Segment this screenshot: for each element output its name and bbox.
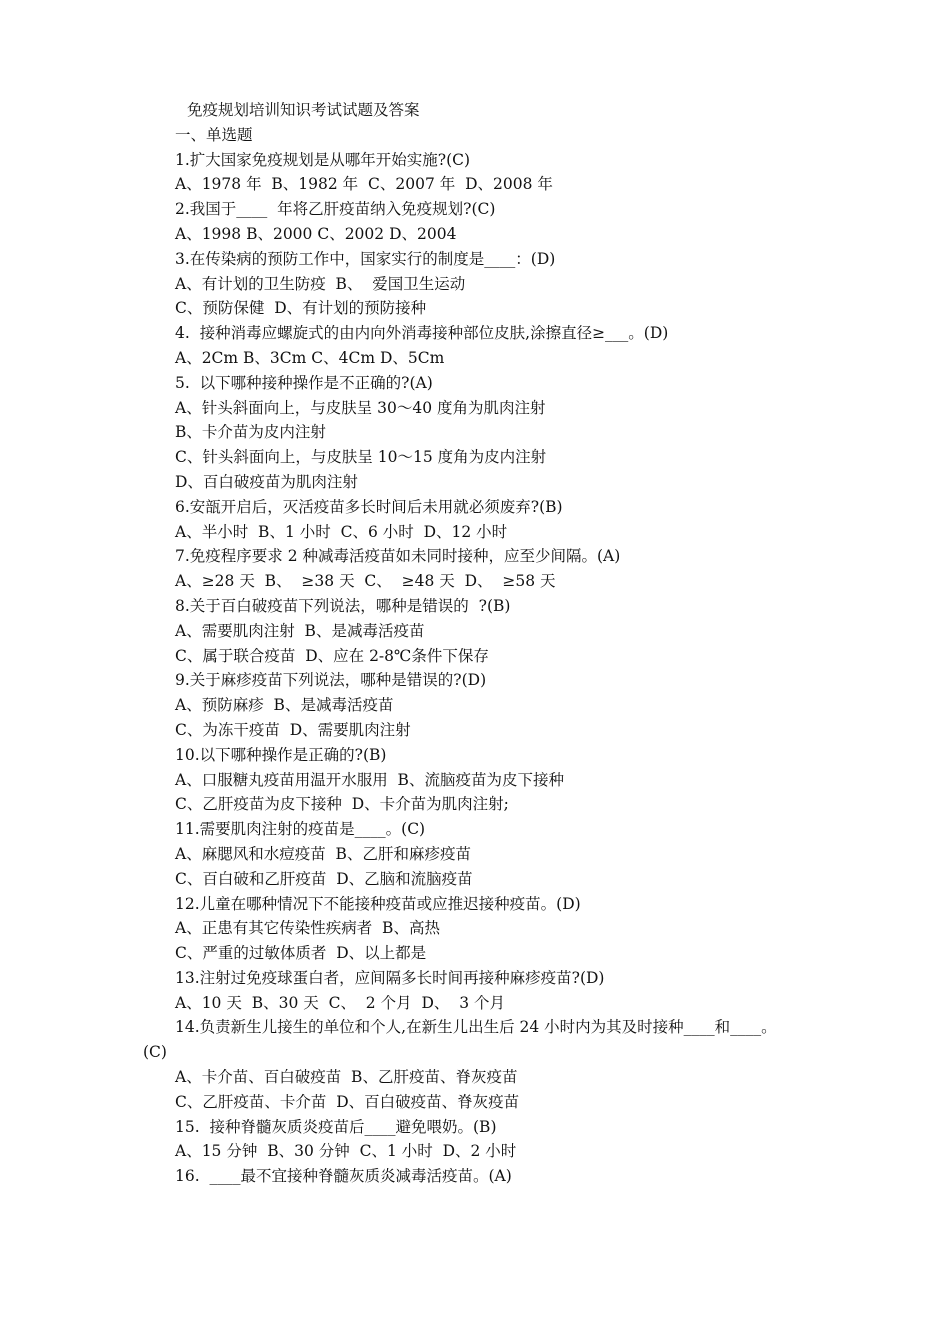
options-13: A、10 天 B、30 天 C、 2 个月 D、 3 个月 — [175, 993, 506, 1012]
options-3-ab: A、有计划的卫生防疫 B、 爱国卫生运动 — [175, 274, 466, 293]
options-9-cd: C、为冻干疫苗 D、需要肌肉注射 — [175, 720, 411, 739]
question-5: 5. 以下哪种接种操作是不正确的?(A) — [175, 373, 433, 392]
options-10-cd: C、乙肝疫苗为皮下接种 D、卡介苗为肌肉注射; — [175, 795, 509, 814]
options-8-cd: C、属于联合疫苗 D、应在 2-8℃条件下保存 — [175, 646, 489, 665]
question-12: 12.儿童在哪种情况下不能接种疫苗或应推迟接种疫苗。(D) — [175, 894, 581, 913]
options-7: A、≥28 天 B、 ≥38 天 C、 ≥48 天 D、 ≥58 天 — [175, 572, 556, 591]
options-14-cd: C、乙肝疫苗、卡介苗 D、百白破疫苗、脊灰疫苗 — [175, 1092, 520, 1111]
options-11-cd: C、百白破和乙肝疫苗 D、乙脑和流脑疫苗 — [175, 869, 473, 888]
option-5-c: C、针头斜面向上，与皮肤呈 10～15 度角为皮内注射 — [175, 448, 547, 467]
options-12-cd: C、严重的过敏体质者 D、以上都是 — [175, 944, 427, 963]
document-body — [143, 98, 825, 1189]
document-title: 免疫规划培训知识考试试题及答案 — [187, 101, 420, 119]
question-6: 6.安瓿开启后，灭活疫苗多长时间后未用就必须废弃?(B) — [175, 497, 563, 516]
question-3: 3.在传染病的预防工作中，国家实行的制度是____：(D) — [175, 249, 556, 268]
question-8: 8.关于百白破疫苗下列说法，哪种是错误的 ?(B) — [175, 596, 511, 615]
question-16: 16. ____最不宜接种脊髓灰质炎减毒活疫苗。(A) — [175, 1167, 512, 1186]
question-2: 2.我国于____ 年将乙肝疫苗纳入免疫规划?(C) — [175, 200, 496, 219]
question-15: 15. 接种脊髓灰质炎疫苗后____避免喂奶。(B) — [175, 1117, 497, 1136]
option-5-b: B、卡介苗为皮内注射 — [175, 423, 326, 442]
options-8-ab: A、需要肌肉注射 B、是减毒活疫苗 — [175, 621, 425, 640]
options-12-ab: A、正患有其它传染性疾病者 B、高热 — [175, 919, 440, 938]
question-9: 9.关于麻疹疫苗下列说法，哪种是错误的?(D) — [175, 671, 487, 690]
options-9-ab: A、预防麻疹 B、是减毒活疫苗 — [175, 696, 394, 715]
options-15: A、15 分钟 B、30 分钟 C、1 小时 D、2 小时 — [175, 1142, 517, 1161]
question-10: 10.以下哪种操作是正确的?(B) — [175, 745, 387, 764]
option-5-d: D、百白破疫苗为肌肉注射 — [175, 472, 358, 491]
question-11: 11.需要肌肉注射的疫苗是____。(C) — [175, 820, 426, 839]
options-10-ab: A、口服糖丸疫苗用温开水服用 B、流脑疫苗为皮下接种 — [175, 770, 564, 789]
options-14-ab: A、卡介苗、百白破疫苗 B、乙肝疫苗、脊灰疫苗 — [175, 1068, 518, 1087]
options-2: A、1998 B、2000 C、2002 D、2004 — [175, 224, 457, 243]
options-6: A、半小时 B、1 小时 C、6 小时 D、12 小时 — [175, 522, 508, 541]
question-4: 4. 接种消毒应螺旋式的由内向外消毒接种部位皮肤,涂擦直径≥___。(D) — [175, 324, 669, 343]
options-3-cd: C、预防保健 D、有计划的预防接种 — [175, 299, 427, 318]
section-heading: 一、单选题 — [175, 125, 253, 144]
question-14: 14.负责新生儿接生的单位和个人,在新生儿出生后 24 小时内为其及时接种____和____。 — [175, 1018, 777, 1037]
question-1: 1.扩大国家免疫规划是从哪年开始实施?(C) — [175, 150, 471, 169]
question-7: 7.免疫程序要求 2 种减毒活疫苗如未同时接种，应至少间隔。(A) — [175, 547, 621, 566]
option-5-a: A、针头斜面向上，与皮肤呈 30～40 度角为肌肉注射 — [175, 398, 546, 417]
options-11-ab: A、麻腮风和水痘疫苗 B、乙肝和麻疹疫苗 — [175, 844, 471, 863]
options-1: A、1978 年 B、1982 年 C、2007 年 D、2008 年 — [175, 175, 553, 194]
options-4: A、2Cm B、3Cm C、4Cm D、5Cm — [175, 348, 445, 367]
question-13: 13.注射过免疫球蛋白者，应间隔多长时间再接种麻疹疫苗?(D) — [175, 968, 605, 987]
question-14-answer: (C) — [143, 1043, 167, 1062]
